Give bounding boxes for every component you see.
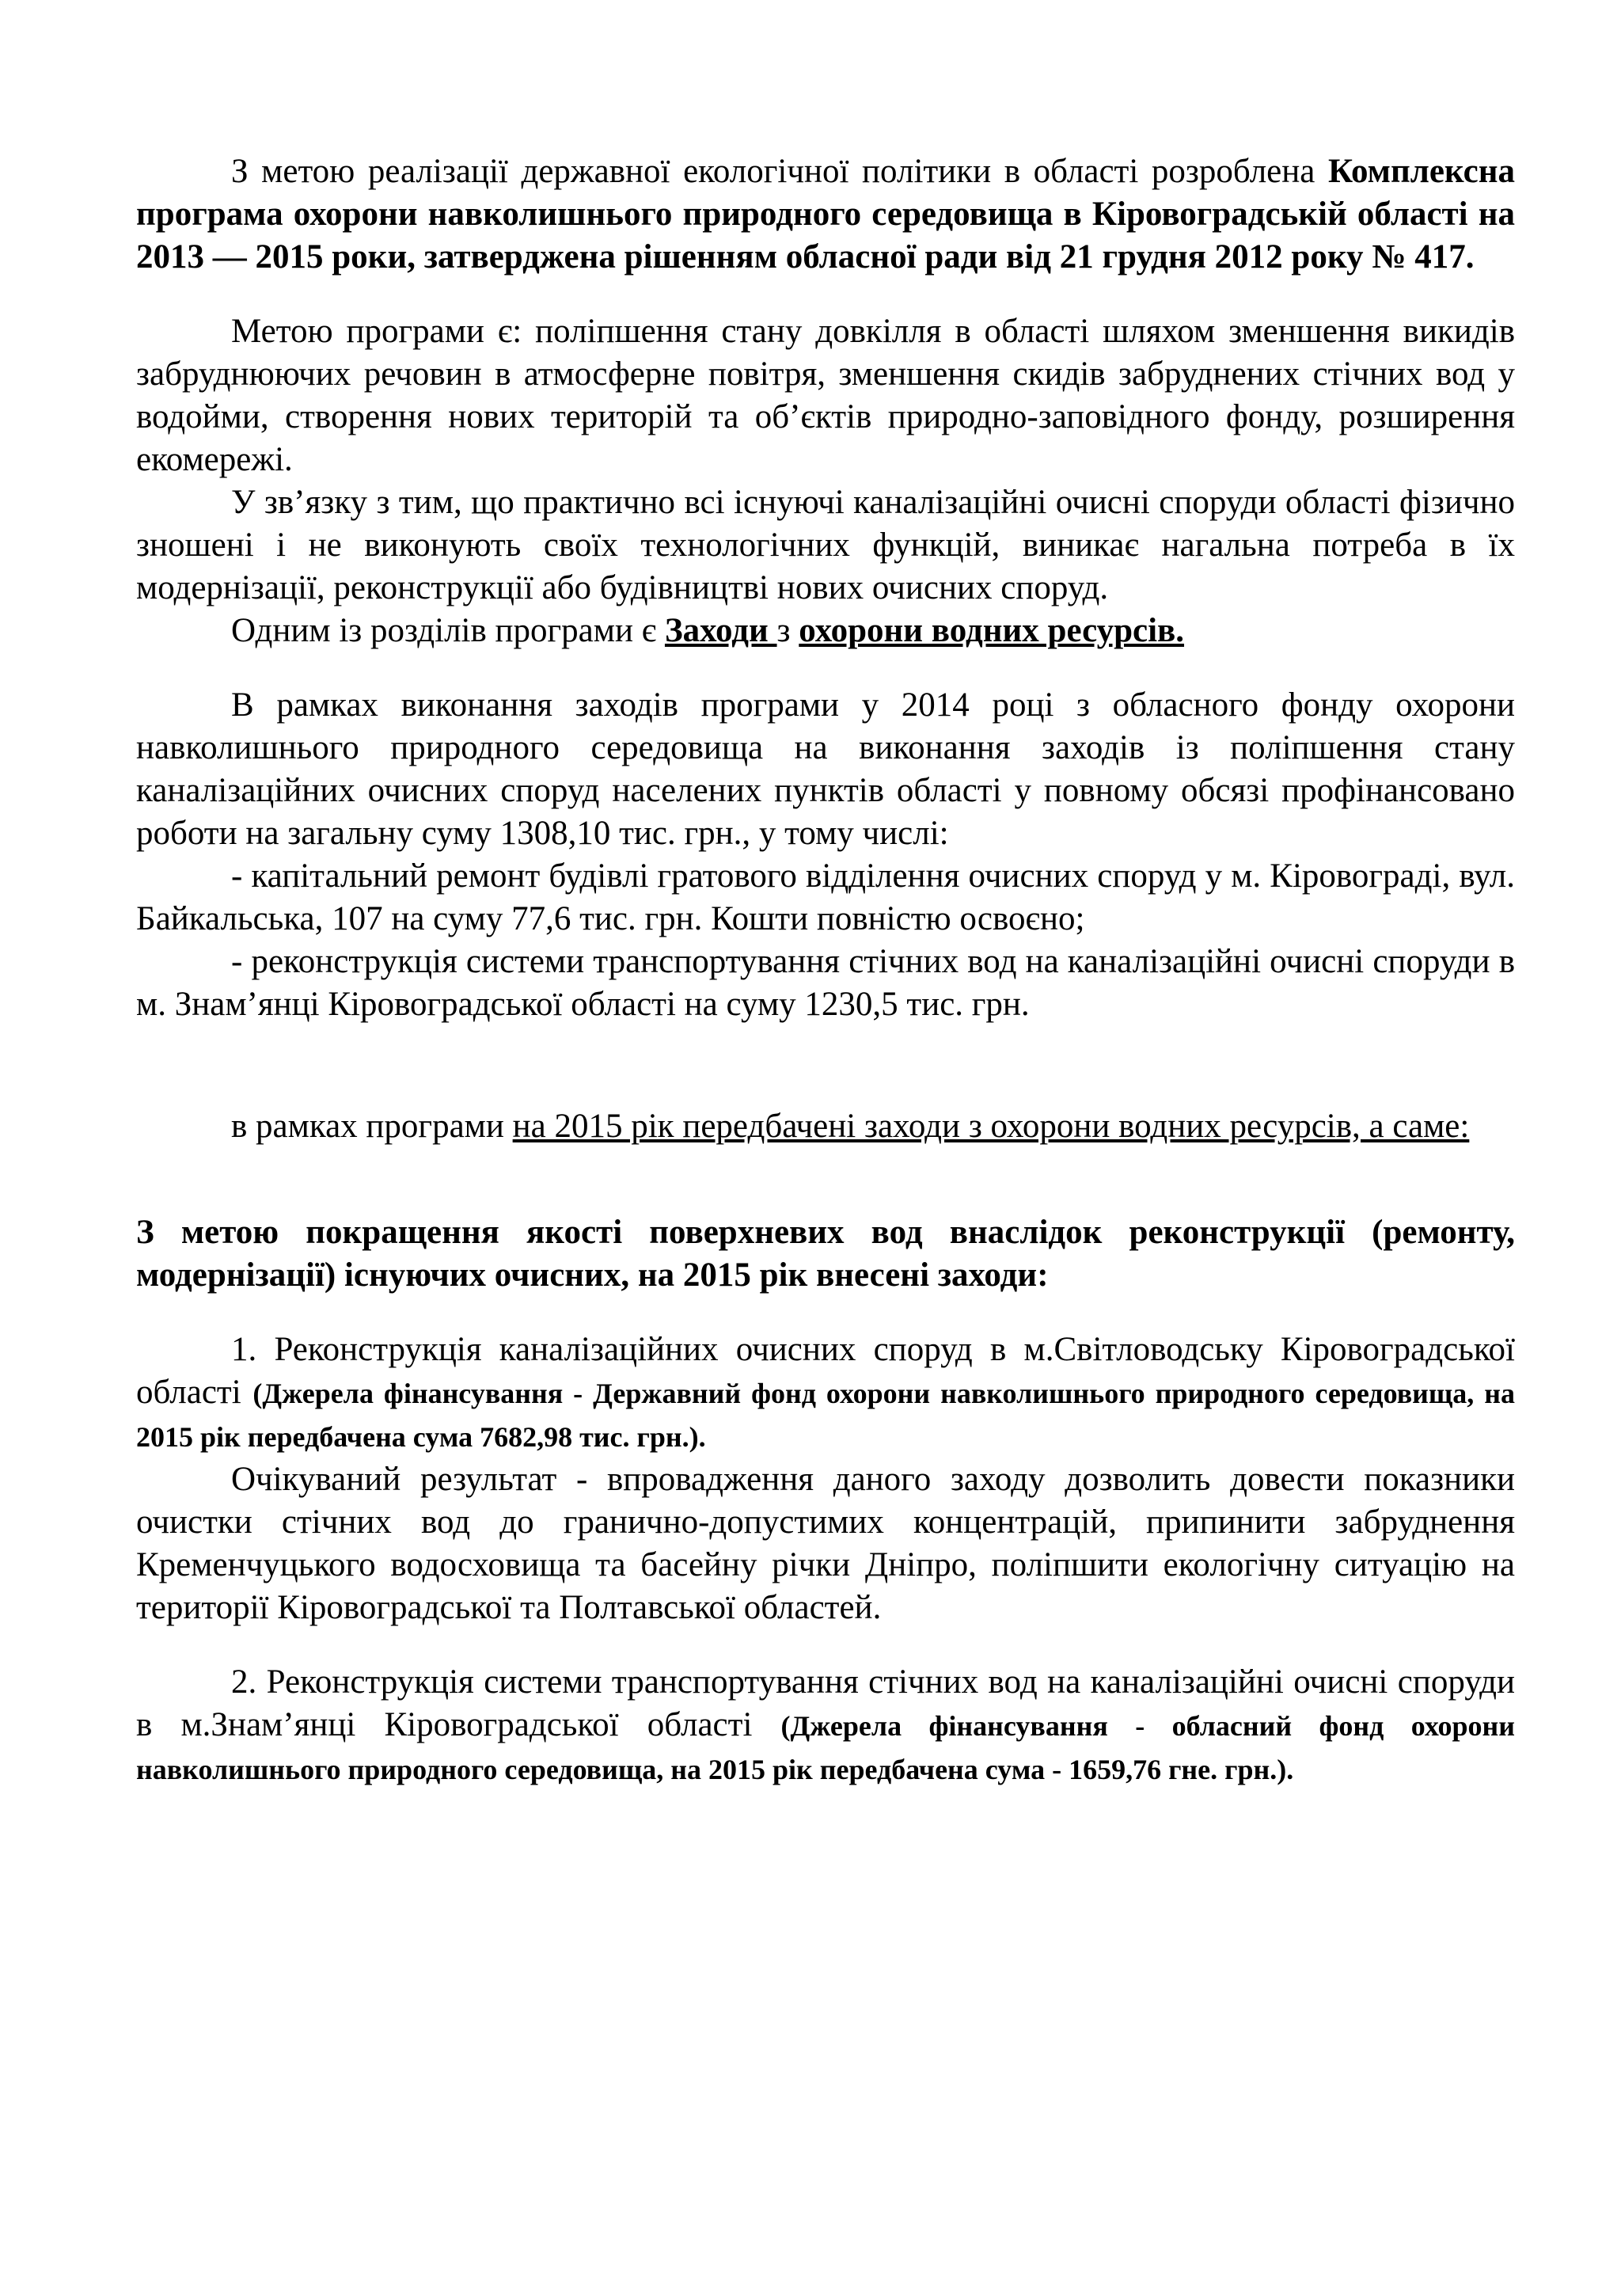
measure-1-text: 1. Реконструкція каналізаційних очисних споруд в м.Світловодську Кіровоградської області (136, 1331, 1515, 1411)
item-2014-2: - реконструкція системи транспортування стічних вод на каналізаційні очисні споруди в м. Знам’янці Кіровоградської області на суму 1230,5 тис. грн. (136, 943, 1515, 1023)
need-paragraph: У зв’язку з тим, що практично всі існуючі каналізаційні очисні споруди області фізично зношені і не виконують своїх технологічних функцій, виникає нагальна потреба в їх модернізації, реконструкції або будівництві нових очисних споруд. (136, 484, 1515, 606)
measure-1 (136, 1329, 1515, 1458)
measure-1-funding: (Джерела фінансування - Державний фонд охорони навколишнього природного середовища, на 2015 рік передбачена сума 7682,98 тис. грн.). (136, 1378, 1515, 1453)
document-body (136, 150, 1515, 1791)
measure-2-text: 2. Реконструкція системи транспортування стічних вод на каналізаційні очисні споруди в м.Знам’янці Кіровоградської області (136, 1663, 1515, 1743)
section-middle: з (776, 612, 799, 649)
section-prefix: Одним із розділів програми є (231, 612, 665, 649)
item-2014-1: - капітальний ремонт будівлі гратового відділення очисних споруд у м. Кіровограді, вул. Байкальська, 107 на суму 77,6 тис. грн. Кошти повністю освоєно; (136, 857, 1515, 937)
section-link-measures: Заходи (664, 612, 777, 649)
section-link-water: охорони водних ресурсів. (799, 612, 1185, 649)
goal-paragraph: Метою програми є: поліпшення стану довкілля в області шляхом зменшення викидів забруднюючих речовин в атмосферне повітря, зменшення скидів забруднених стічних вод у водойми, створення нових територій та об’єктів природно-заповідного фонду, розширення екомережі. (136, 313, 1515, 478)
section-paragraph (136, 610, 1515, 652)
intro-paragraph (136, 150, 1515, 279)
measure-2 (136, 1661, 1515, 1791)
intro-text: З метою реалізації державної екологічної політики в області розроблена (231, 153, 1328, 190)
plan-2015-paragraph (136, 1105, 1515, 1148)
measure-2-funding: (Джерела фінансування - обласний фонд охорони навколишнього природного середовища, на 2015 рік передбачена сума - 1659,76 гне. грн.). (136, 1710, 1515, 1785)
plan-underlined: на 2015 рік передбачені заходи з охорони водних ресурсів, а саме: (512, 1108, 1470, 1145)
funding-2014-paragraph: В рамках виконання заходів програми у 2014 році з обласного фонду охорони навколишнього природного середовища на виконання заходів із поліпшення стану каналізаційних очисних споруд населених пунктів області у повному обсязі профінансовано роботи на загальну суму 1308,10 тис. грн., у тому числі: (136, 686, 1515, 852)
result-1-paragraph: Очікуваний результат - впровадження даного заходу дозволить довести показники очистки стічних вод до гранично-допустимих концентрацій, припинити забруднення Кременчуцького водосховища та басейну річки Дніпро, поліпшити екологічну ситуацію на території Кіровоградської та Полтавської областей. (136, 1461, 1515, 1626)
measures-heading: З метою покращення якості поверхневих вод внаслідок реконструкції (ремонту, модернізації) існуючих очисних, на 2015 рік внесені заходи: (136, 1214, 1515, 1294)
program-title: Комплексна програма охорони навколишнього природного середовища в Кіровоградській області на 2013 — 2015 роки, затверджена рішенням обласної ради від 21 грудня 2012 року № 417. (136, 153, 1515, 276)
plan-prefix: в рамках програми (231, 1108, 513, 1145)
